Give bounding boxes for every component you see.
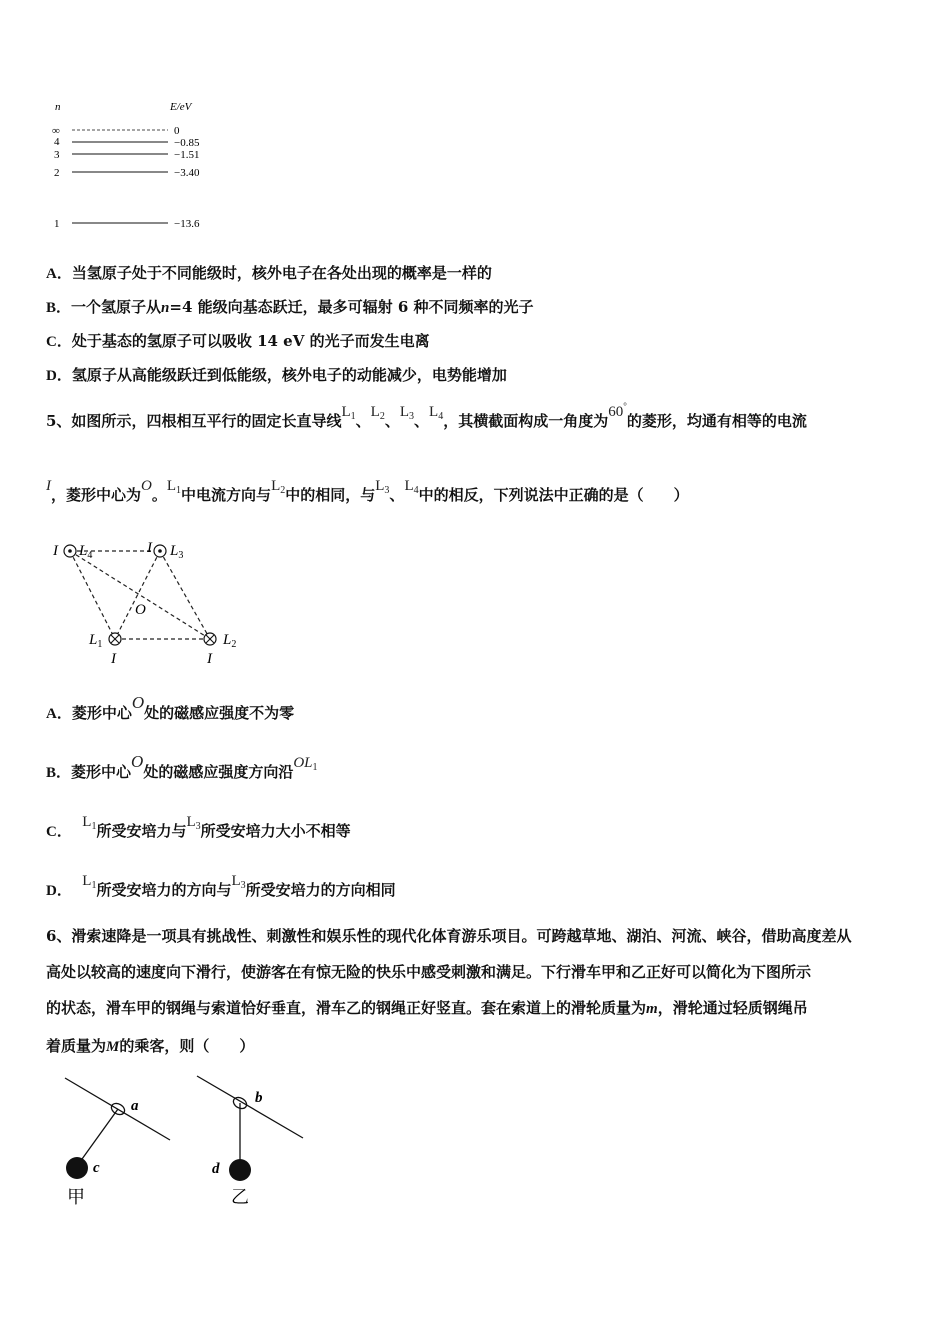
l4-current-label: I <box>53 543 58 559</box>
wire-l3-out-icon <box>154 545 166 557</box>
q4-option-a: A．当氢原子处于不同能级时，核外电子在各处出现的概率是一样的 <box>46 264 492 282</box>
level-n-3: 3 <box>54 149 60 161</box>
zipline-yi <box>197 1076 303 1207</box>
wire-l4-out-icon <box>64 545 76 557</box>
label-jia: 甲 <box>67 1187 85 1207</box>
level-n-inf: ∞ <box>52 125 60 137</box>
zipline-jia <box>65 1078 170 1207</box>
zipline-diagram <box>55 1068 315 1213</box>
energy-level-diagram <box>40 95 240 235</box>
l1-current-label: I <box>111 651 116 667</box>
q4-option-d: D．氢原子从高能级跃迁到低能级，核外电子的动能减少，电势能增加 <box>46 366 507 384</box>
q6-stem-line-4: 着质量为M的乘客，则（ ） <box>46 1037 255 1055</box>
passenger-yi <box>229 1159 251 1181</box>
q6-stem-line-2: 高处以较高的速度向下滑行，使游客在有惊无险的快乐中感受刺激和满足。下行滑车甲和乙正好可以简化为下图所示 <box>46 963 812 981</box>
q5-stem-line-2: I，菱形中心为O。$L_1$中电流方向与$L_2$中的相同，与$L_3$、$L_4$中的相反，下列说法中正确的是（ ） <box>46 478 689 504</box>
rhombus-wire-diagram <box>45 530 255 670</box>
n-axis-label: n <box>55 101 61 113</box>
q5-option-c: C． $L_1$所受安培力与$L_3$所受安培力大小不相等 <box>46 814 351 840</box>
l2-label: $L_2$ <box>223 632 237 650</box>
q4-option-c: C．处于基态的氢原子可以吸收 14 eV 的光子而发生电离 <box>46 332 430 350</box>
q5-stem-line-1: 5、如图所示，四根相互平行的固定长直导线$L_1$、$L_2$、$L_3$、$L_4$，其横截面构成一角度为60°的菱形，均通有相等的电流 <box>46 401 807 430</box>
l3-label: $L_3$ <box>170 543 184 561</box>
q4-option-b: B．一个氢原子从n=4 能级向基态跃迁，最多可辐射 6 种不同频率的光子 <box>46 298 534 316</box>
level-n-1: 1 <box>54 218 60 230</box>
energy-axis-label: E/eV <box>170 101 192 113</box>
l4-label: $L_4$ <box>79 543 93 561</box>
l1-label: $L_1$ <box>89 632 103 650</box>
level-e-2: −3.40 <box>174 167 200 179</box>
passenger-c-label: c <box>93 1160 100 1176</box>
level-e-4: −0.85 <box>174 137 200 149</box>
q5-option-a: A．菱形中心O处的磁感应强度不为零 <box>46 693 295 722</box>
pulley-a-label: a <box>131 1098 139 1114</box>
level-n-4: 4 <box>54 136 60 148</box>
label-yi: 乙 <box>231 1187 249 1207</box>
l2-current-label: I <box>207 651 212 667</box>
q6-stem-line-1: 6、滑索速降是一项具有挑战性、刺激性和娱乐性的现代化体育游乐项目。可跨越草地、湖泊、河流、峡谷，借助高度差从 <box>46 927 852 945</box>
passenger-d-label: d <box>212 1161 220 1177</box>
q6-stem-line-3: 的状态，滑车甲的钢绳与索道恰好垂直，滑车乙的钢绳正好竖直。套在索道上的滑轮质量为m，滑轮通过轻质钢绳吊 <box>46 999 808 1017</box>
center-o-label: O <box>135 602 146 618</box>
l3-current-label: I <box>147 540 152 556</box>
level-e-inf: 0 <box>174 125 180 137</box>
level-e-3: −1.51 <box>174 149 200 161</box>
wire-l2-in-icon <box>204 633 216 645</box>
level-n-2: 2 <box>54 167 60 179</box>
wire-l1-in-icon <box>109 633 121 645</box>
pulley-b-label: b <box>255 1090 263 1106</box>
passenger-jia <box>66 1157 88 1179</box>
level-e-1: −13.6 <box>174 218 200 230</box>
q5-option-b: B．菱形中心O处的磁感应强度方向沿$OL_1$ <box>46 752 318 781</box>
q5-option-d: D． $L_1$所受安培力的方向与$L_3$所受安培力的方向相同 <box>46 873 396 899</box>
